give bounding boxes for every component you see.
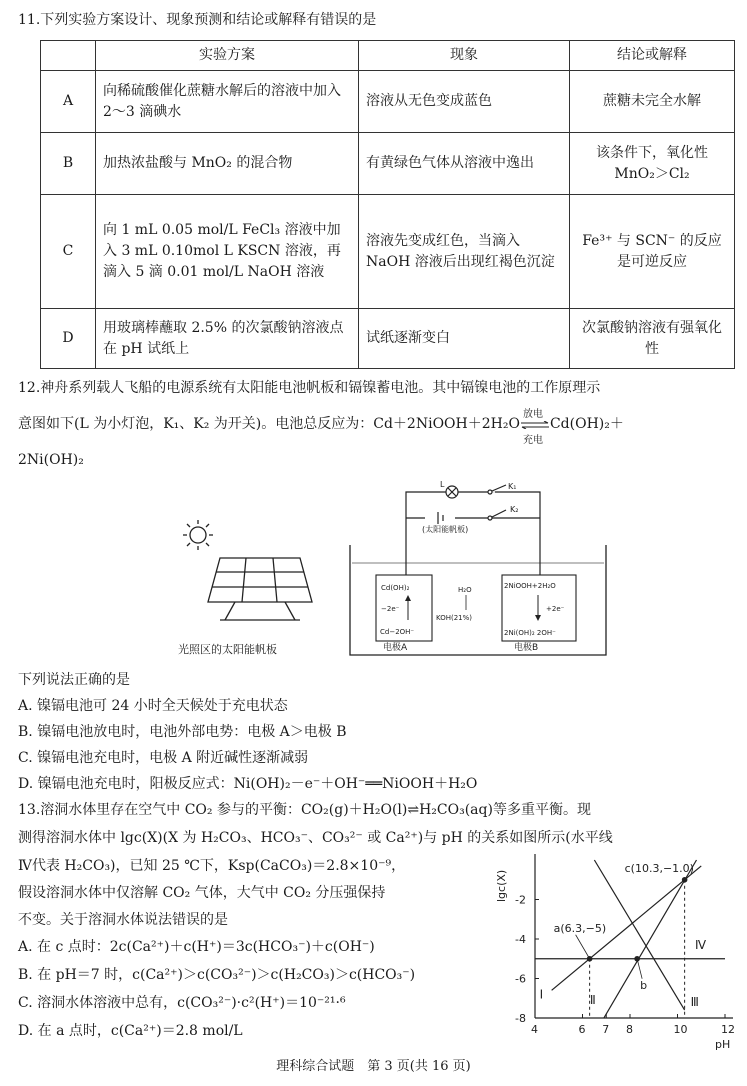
q12-stem-line3: 2Ni(OH)₂ bbox=[18, 452, 84, 468]
q12-option-b: B. 镍镉电池放电时，电池外部电势：电极 A＞电极 B bbox=[18, 724, 347, 740]
x-tick-label: 12 bbox=[721, 1023, 735, 1036]
leader-line bbox=[576, 935, 590, 959]
q13-stem-line3: Ⅳ代表 H₂CO₃)，已知 25 ℃下，Ksp(CaCO₃)＝2.8×10⁻⁹， bbox=[18, 858, 406, 874]
q12-stem-line1: 12.神舟系列载人飞船的电源系统有太阳能电池帆板和镉镍蓄电池。其中镉镍电池的工作原理示 bbox=[18, 380, 601, 396]
point-label: b bbox=[640, 978, 648, 992]
q12-equation-left: 意图如下(L 为小灯泡，K₁、K₂ 为开关)。电池总反应为：Cd＋2NiOOH＋2H₂O bbox=[18, 416, 520, 432]
q12-option-d: D. 镍镉电池充电时，阳极反应式：Ni(OH)₂－e⁻＋OH⁻══NiOOH＋H₂O bbox=[18, 776, 478, 792]
x-tick-label: 8 bbox=[626, 1023, 633, 1036]
electrode-a-top: Cd(OH)₂ bbox=[381, 584, 410, 592]
equilibrium-arrow-icon bbox=[520, 421, 550, 429]
sun-icon bbox=[183, 520, 213, 550]
series-label: Ⅱ bbox=[589, 993, 596, 1007]
series-label: Ⅰ bbox=[539, 987, 544, 1002]
q12-stem-line2 bbox=[18, 409, 624, 446]
header-conclusion: 结论或解释 bbox=[570, 41, 735, 71]
battery-diagram bbox=[150, 480, 610, 665]
arrow-discharge-label: 放电 bbox=[522, 409, 543, 420]
series-line bbox=[604, 860, 697, 1018]
point-label: c(10.3,−1.0) bbox=[624, 861, 694, 875]
electrode-b-bottom: 2Ni(OH)₂ 2OH⁻ bbox=[504, 629, 556, 637]
q12-option-c: C. 镍镉电池充电时，电极 A 附近碱性逐渐减弱 bbox=[18, 750, 309, 766]
electrode-b-label: 电极B bbox=[514, 643, 539, 653]
q13-option-d: D. 在 a 点时，c(Ca²⁺)＝2.8 mol/L bbox=[18, 1023, 243, 1039]
row-phenomenon: 试纸逐渐变白 bbox=[359, 309, 570, 369]
y-tick-label: -8 bbox=[515, 1012, 526, 1025]
x-tick-label: 7 bbox=[602, 1023, 610, 1036]
header-blank bbox=[41, 41, 96, 71]
q12-equation-right: Cd(OH)₂＋ bbox=[549, 416, 624, 432]
k1-label: K₁ bbox=[508, 482, 517, 491]
water-label: H₂O bbox=[458, 586, 472, 594]
electrode-a-mid: −2e⁻ bbox=[381, 605, 400, 613]
leader-line bbox=[637, 959, 642, 979]
row-label: D bbox=[41, 309, 96, 369]
lamp-label: L bbox=[440, 480, 445, 489]
row-label: C bbox=[41, 195, 96, 309]
q13-stem-line1: 13.溶洞水体里存在空气中 CO₂ 参与的平衡：CO₂(g)＋H₂O(l)⇌H₂CO₃(aq)等多重平衡。现 bbox=[18, 802, 591, 818]
electrode-b-mid: +2e⁻ bbox=[546, 605, 565, 613]
cell-symbol-icon bbox=[438, 512, 443, 524]
solar-panel-icon bbox=[208, 558, 312, 620]
arrow-charge-label: 充电 bbox=[522, 435, 543, 446]
row-plan: 向稀硫酸催化蔗糖水解后的溶液中加入 2～3 滴碘水 bbox=[96, 71, 359, 133]
row-phenomenon: 有黄绿色气体从溶液中逸出 bbox=[359, 133, 570, 195]
y-tick-label: -2 bbox=[515, 893, 526, 907]
lgc-ph-chart bbox=[490, 848, 740, 1053]
panel-caption: 光照区的太阳能帆板 bbox=[178, 643, 277, 656]
data-point bbox=[682, 877, 688, 883]
series-label: Ⅲ bbox=[690, 995, 699, 1010]
row-plan: 向 1 mL 0.05 mol/L FeCl₃ 溶液中加入 3 mL 0.10mol L KSCN 溶液，再滴入 5 滴 0.01 mol/L NaOH 溶液 bbox=[96, 195, 359, 309]
table-row bbox=[41, 195, 735, 309]
electrode-b-top: 2NiOOH+2H₂O bbox=[504, 582, 556, 590]
point-label: a(6.3,−5) bbox=[553, 921, 607, 935]
q13-stem-line4: 假设溶洞水体中仅溶解 CO₂ 气体，大气中 CO₂ 分压强保持 bbox=[18, 885, 386, 901]
q11-stem: 11.下列实验方案设计、现象预测和结论或解释有错误的是 bbox=[18, 12, 377, 28]
row-conclusion: 次氯酸钠溶液有强氧化性 bbox=[570, 309, 735, 369]
header-plan: 实验方案 bbox=[96, 41, 359, 71]
y-tick-label: -6 bbox=[515, 972, 526, 986]
switch-k1-icon bbox=[488, 485, 506, 494]
table-row bbox=[41, 133, 735, 195]
q13-option-a: A. 在 c 点时：2c(Ca²⁺)＋c(H⁺)＝3c(HCO₃⁻)＋c(OH⁻) bbox=[18, 939, 375, 955]
experiment-table bbox=[40, 40, 735, 369]
row-phenomenon: 溶液从无色变成蓝色 bbox=[359, 71, 570, 133]
row-phenomenon: 溶液先变成红色，当滴入 NaOH 溶液后出现红褐色沉淀 bbox=[359, 195, 570, 309]
x-axis-label: pH bbox=[715, 1038, 731, 1051]
row-conclusion: Fe³⁺ 与 SCN⁻ 的反应是可逆反应 bbox=[570, 195, 735, 309]
row-conclusion: 蔗糖未完全水解 bbox=[570, 71, 735, 133]
series-label: Ⅳ bbox=[695, 937, 707, 952]
solar-label: (太阳能帆板) bbox=[422, 525, 469, 534]
q12-prompt: 下列说法正确的是 bbox=[18, 672, 130, 688]
q13-option-b: B. 在 pH＝7 时，c(Ca²⁺)＞c(CO₃²⁻)＞c(H₂CO₃)＞c(HCO₃⁻) bbox=[18, 967, 416, 983]
q13-stem-line5: 不变。关于溶洞水体说法错误的是 bbox=[18, 912, 228, 928]
row-plan: 加热浓盐酸与 MnO₂ 的混合物 bbox=[96, 133, 359, 195]
table-row bbox=[41, 309, 735, 369]
x-tick-label: 4 bbox=[531, 1023, 538, 1036]
table-row bbox=[41, 71, 735, 133]
page-footer: 理科综合试题 第 3 页(共 16 页) bbox=[276, 1059, 471, 1074]
x-tick-label: 10 bbox=[673, 1023, 688, 1036]
row-plan: 用玻璃棒蘸取 2.5% 的次氯酸钠溶液点在 pH 试纸上 bbox=[96, 309, 359, 369]
y-tick-label: -4 bbox=[515, 933, 526, 946]
table-header-row bbox=[41, 41, 735, 71]
electrode-a-label: 电极A bbox=[383, 643, 408, 653]
q12-option-a: A. 镍镉电池可 24 小时全天候处于充电状态 bbox=[18, 698, 288, 714]
row-label: A bbox=[41, 71, 96, 133]
electrode-a-bottom: Cd−2OH⁻ bbox=[380, 628, 415, 636]
header-phenomenon: 现象 bbox=[359, 41, 570, 71]
y-axis-label: lgc(X) bbox=[495, 869, 508, 902]
q13-option-c: C. 溶洞水体溶液中总有，c(CO₃²⁻)·c²(H⁺)＝10⁻²¹·⁶ bbox=[18, 995, 346, 1011]
x-tick-label: 6 bbox=[578, 1023, 586, 1036]
row-conclusion: 该条件下，氧化性 MnO₂＞Cl₂ bbox=[570, 133, 735, 195]
reversible-arrow bbox=[520, 409, 550, 446]
q13-stem-line2: 测得溶洞水体中 lgc(X)(X 为 H₂CO₃、HCO₃⁻、CO₃²⁻ 或 Ca²⁺)与 pH 的关系如图所示(水平线 bbox=[18, 830, 613, 846]
row-label: B bbox=[41, 133, 96, 195]
koh-label: KOH(21%) bbox=[436, 614, 473, 622]
k2-label: K₂ bbox=[510, 505, 519, 514]
lamp-icon bbox=[446, 486, 458, 498]
